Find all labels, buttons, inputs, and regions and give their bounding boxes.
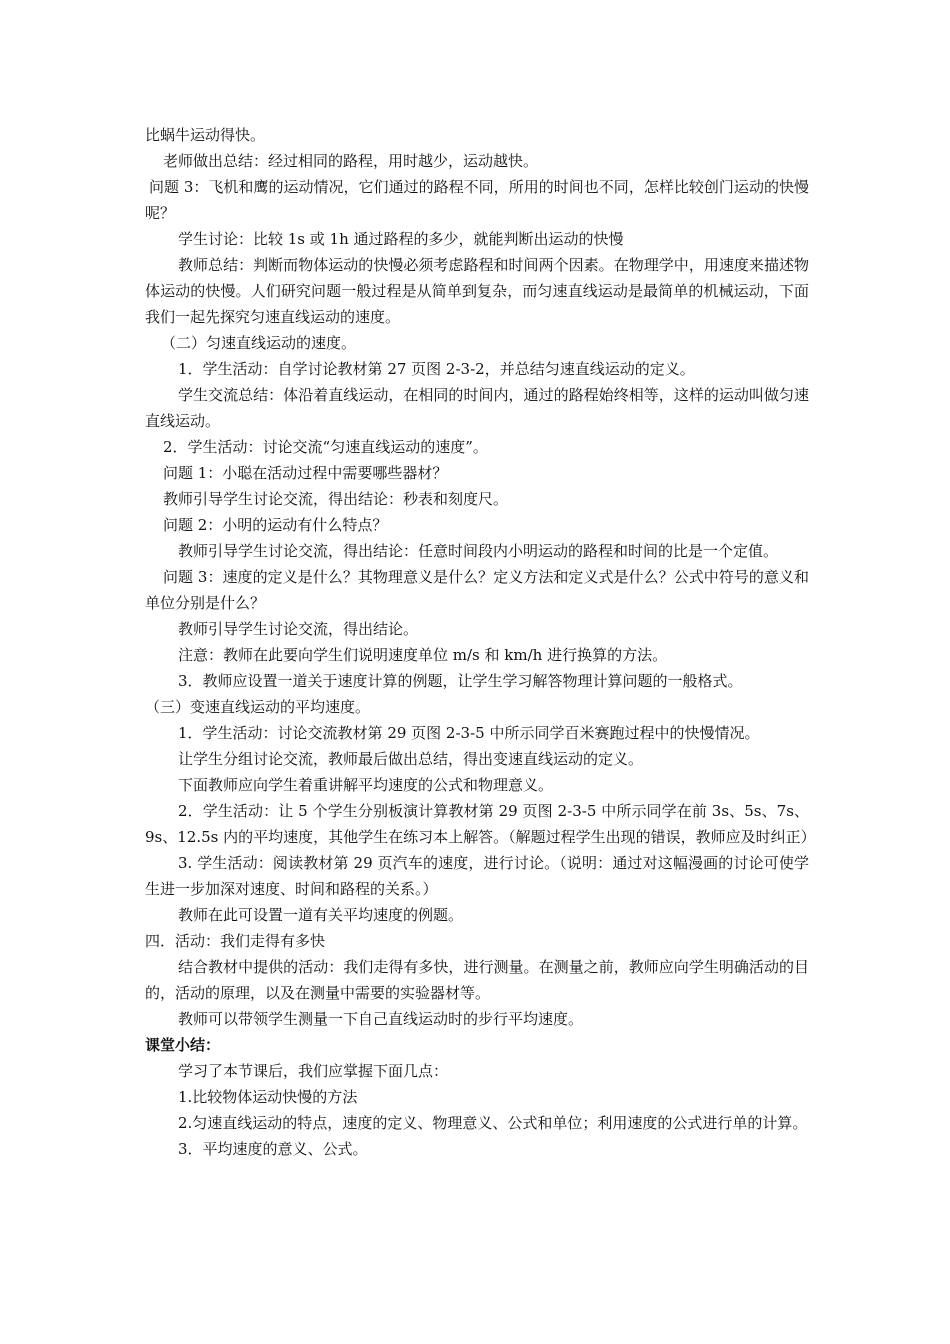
paragraph-17: 3．教师应设置一道关于速度计算的例题，让学生学习解答物理计算问题的一般格式。 [178, 672, 743, 690]
paragraph-7: 1．学生活动：自学讨论教材第 27 页图 2-3-2，并总结匀速直线运动的定义。 [178, 360, 695, 378]
paragraph-20: 让学生分组讨论交流，教师最后做出总结，得出变速直线运动的定义。 [178, 750, 644, 768]
paragraph-27: 教师可以带领学生测量一下自己直线运动时的步行平均速度。 [178, 1010, 584, 1028]
paragraph-16: 注意：教师在此要向学生们说明速度单位 m/s 和 km/h 进行换算的方法。 [178, 646, 668, 664]
paragraph-26: 结合教材中提供的活动：我们走得有多快，进行测量。在测量之前，教师应向学生明确活动的目的，活动的原理，以及在测量中需要的实验器材等。 [145, 958, 809, 1002]
paragraph-14: 问题 3：速度的定义是什么？其物理意义是什么？定义方法和定义式是什么？公式中符号的意义和单位分别是什么？ [145, 568, 809, 612]
summary-point-2: 2.匀速直线运动的特点，速度的定义、物理意义、公式和单位；利用速度的公式进行单的计算。 [178, 1114, 808, 1132]
document-page [145, 122, 816, 1162]
paragraph-1: 比蜗牛运动得快。 [145, 126, 266, 144]
section-heading-4: 四．活动：我们走得有多快 [145, 932, 326, 950]
paragraph-3: 问题 3：飞机和鹰的运动情况，它们通过的路程不同，所用的时间也不同，怎样比较创门运动的快慢呢？ [145, 178, 809, 222]
paragraph-11: 教师引导学生讨论交流，得出结论：秒表和刻度尺。 [163, 490, 509, 508]
paragraph-8: 学生交流总结：体沿着直线运动，在相同的时间内，通过的路程始终相等，这样的运动叫做匀速直线运动。 [145, 386, 809, 430]
paragraph-2: 老师做出总结：经过相同的路程，用时越少，运动越快。 [163, 152, 539, 170]
paragraph-10: 问题 1：小聪在活动过程中需要哪些器材？ [163, 464, 448, 482]
paragraph-15: 教师引导学生讨论交流，得出结论。 [178, 620, 419, 638]
paragraph-22: 2．学生活动：让 5 个学生分别板演计算教材第 29 页图 2-3-5 中所示同学在前 3s、5s、7s、9s、12.5s 内的平均速度，其他学生在练习本上解答。（解题过程学生出现的错误，教师应及时纠正） [145, 802, 816, 846]
summary-point-3: 3．平均速度的意义、公式。 [178, 1140, 368, 1158]
paragraph-4: 学生讨论：比较 1s 或 1h 通过路程的多少，就能判断出运动的快慢 [178, 230, 624, 248]
summary-heading: 课堂小结： [145, 1036, 221, 1054]
section-heading-3: （三）变速直线运动的平均速度。 [145, 698, 371, 716]
paragraph-13: 教师引导学生讨论交流，得出结论：任意时间段内小明运动的路程和时间的比是一个定值。 [178, 542, 779, 560]
paragraph-24: 教师在此可设置一道有关平均速度的例题。 [178, 906, 464, 924]
paragraph-29: 学习了本节课后，我们应掌握下面几点： [178, 1062, 449, 1080]
paragraph-19: 1．学生活动：讨论交流教材第 29 页图 2-3-5 中所示同学百米赛跑过程中的快慢情况。 [178, 724, 760, 742]
paragraph-9: 2．学生活动：讨论交流“匀速直线运动的速度”。 [163, 438, 488, 456]
summary-point-1: 1.比较物体运动快慢的方法 [178, 1088, 358, 1106]
paragraph-21: 下面教师应向学生着重讲解平均速度的公式和物理意义。 [178, 776, 554, 794]
section-heading-2: （二）匀速直线运动的速度。 [161, 334, 357, 352]
paragraph-12: 问题 2：小明的运动有什么特点？ [163, 516, 388, 534]
paragraph-23: 3. 学生活动：阅读教材第 29 页汽车的速度，进行讨论。（说明：通过对这幅漫画的讨论可使学生进一步加深对速度、时间和路程的关系。） [145, 854, 809, 898]
paragraph-5: 教师总结：判断而物体运动的快慢必须考虑路程和时间两个因素。在物理学中，用速度来描述物体运动的快慢。人们研究问题一般过程是从简单到复杂，而匀速直线运动是最简单的机械运动，下面我们一起先探究匀速直线运动的速度。 [145, 256, 809, 326]
